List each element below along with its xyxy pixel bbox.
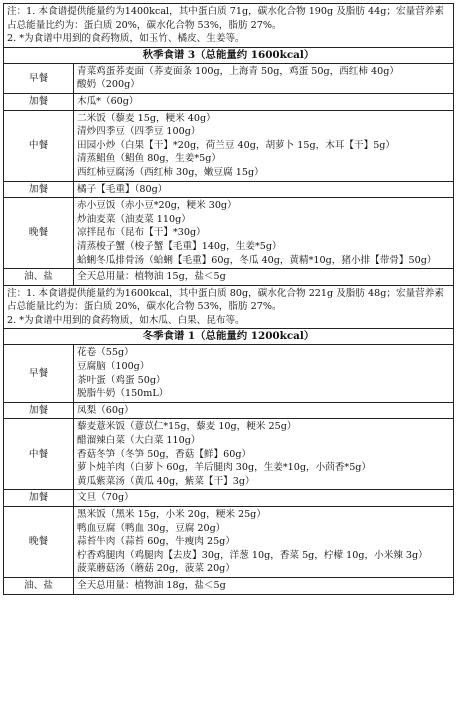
- meal-items: [74, 181, 454, 198]
- meal-item: 菠菜蘑菇汤（蘑菇 20g，菠菜 20g）: [77, 563, 235, 575]
- meal-label: 加餐: [4, 93, 74, 110]
- meal-item: 清炒四季豆（四季豆 100g）: [77, 126, 201, 138]
- meal-item: 木瓜*（60g）: [77, 95, 139, 107]
- meal-items: [74, 198, 454, 269]
- meal-item: 二米饭（藜麦 15g，粳米 40g）: [77, 112, 216, 124]
- meal-item: 萝卜炖羊肉（白萝卜 60g，羊后腿肉 30g，生姜*10g，小茴香*5g）: [77, 462, 372, 474]
- menu-title: 冬季食谱 1（总能量约 1200kcal）: [4, 329, 454, 345]
- menu-note: [4, 4, 454, 48]
- meal-row: [4, 507, 454, 578]
- meal-item: 脱脂牛奶（150mL）: [77, 388, 169, 400]
- meal-item: 蛤蜊冬瓜排骨汤（蛤蜊【毛重】60g，冬瓜 40g，黄精*10g，猪小排【带骨】50g）: [77, 254, 437, 266]
- meal-item: 青菜鸡蛋荞麦面（荞麦面条 100g，上海青 50g，鸡蛋 50g，西红柿 40g）: [77, 65, 399, 77]
- meal-items: [74, 577, 454, 594]
- meal-items: [74, 110, 454, 181]
- meal-item: 田园小炒（白果【干】*20g，荷兰豆 40g，胡萝卜 15g，木耳【干】5g）: [77, 139, 396, 151]
- meal-item: 文旦（70g）: [77, 492, 134, 504]
- meal-item: 茶叶蛋（鸡蛋 50g）: [77, 374, 166, 386]
- menu-title-row: [4, 329, 454, 345]
- meal-row: [4, 181, 454, 198]
- meal-row: [4, 402, 454, 419]
- meal-row: [4, 419, 454, 490]
- menu-title: 秋季食谱 3（总能量约 1600kcal）: [4, 47, 454, 63]
- note-line: 2. *为食谱中用到的食药物质，如玉竹、橘皮、生姜等。: [7, 33, 245, 45]
- meal-item: 花卷（55g）: [77, 347, 134, 359]
- meal-items: [74, 345, 454, 402]
- meal-row: [4, 93, 454, 110]
- meal-item: 赤小豆饭（赤小豆*20g，粳米 30g）: [77, 200, 237, 212]
- meal-row: [4, 63, 454, 93]
- meal-items: [74, 93, 454, 110]
- meal-label: 加餐: [4, 402, 74, 419]
- meal-item: 全天总用量：植物油 18g，盐＜5g: [77, 579, 226, 591]
- note-line: 注：1. 本食谱提供能量约为1400kcal，其中蛋白质 71g，碳水化合物 190g 及脂肪 44g；宏量营养素占总能量比约为：蛋白质 20%，碳水化合物 53%，脂肪 27%。: [7, 6, 444, 31]
- meal-item: 鸭血豆腐（鸭血 30g，豆腐 20g）: [77, 522, 226, 534]
- meal-item: 豆腐脑（100g）: [77, 361, 150, 373]
- meal-label: 中餐: [4, 419, 74, 490]
- meal-row: [4, 490, 454, 507]
- meal-label: 加餐: [4, 490, 74, 507]
- note-line: 2. *为食谱中用到的食药物质，如木瓜、白果、昆布等。: [7, 314, 245, 326]
- menu-title-row: [4, 47, 454, 63]
- meal-items: [74, 507, 454, 578]
- meal-item: 凤梨（60g）: [77, 404, 134, 416]
- meal-label: 早餐: [4, 345, 74, 402]
- meal-row: [4, 269, 454, 286]
- meal-item: 清蒸梭子蟹（梭子蟹【毛重】140g，生姜*5g）: [77, 240, 282, 252]
- meal-item: 西红柿豆腐汤（西红柿 30g，嫩豆腐 15g）: [77, 166, 264, 178]
- meal-item: 炒油麦菜（油麦菜 110g）: [77, 213, 191, 225]
- meal-row: [4, 198, 454, 269]
- meal-items: [74, 269, 454, 286]
- meal-item: 黄瓜紫菜汤（黄瓜 40g，紫菜【干】3g）: [77, 475, 255, 487]
- meal-item: 香菇冬笋（冬笋 50g，香菇【鲜】60g）: [77, 448, 252, 460]
- meal-item: 黑米饭（黑米 15g，小米 20g，粳米 25g）: [77, 509, 266, 520]
- meal-item: 凉拌昆布（昆布【干】*30g）: [77, 227, 206, 239]
- meal-item: 清蒸鲳鱼（鲳鱼 80g，生姜*5g）: [77, 153, 221, 165]
- recipe-document: [3, 3, 453, 595]
- meal-item: 全天总用量：植物油 15g，盐＜5g: [77, 271, 226, 283]
- meal-items: [74, 402, 454, 419]
- meal-label: 早餐: [4, 63, 74, 93]
- meal-item: 蒜苔牛肉（蒜苔 60g，牛瘦肉 25g）: [77, 536, 235, 548]
- meal-row: [4, 577, 454, 594]
- meal-row: [4, 345, 454, 402]
- meal-item: 柠香鸡腿肉（鸡腿肉【去皮】30g，洋葱 10g，香菜 5g，柠檬 10g，小米辣 3g）: [77, 549, 428, 561]
- meal-item: 藜麦薏米饭（薏苡仁*15g，藜麦 10g，粳米 25g）: [77, 421, 297, 433]
- meal-label: 晚餐: [4, 198, 74, 269]
- menu-table: [3, 3, 454, 595]
- menu-note: [4, 285, 454, 329]
- meal-label: 加餐: [4, 181, 74, 198]
- meal-label: 油、盐: [4, 577, 74, 594]
- meal-item: 酸奶（200g）: [77, 79, 140, 91]
- meal-items: [74, 419, 454, 490]
- note-row: [4, 4, 454, 48]
- note-line: 注：1. 本食谱提供能量约为1600kcal，其中蛋白质 80g，碳水化合物 221g 及脂肪 48g；宏量营养素占总能量比约为：蛋白质 20%，碳水化合物 53%，脂肪 27%。: [7, 287, 444, 313]
- meal-items: [74, 490, 454, 507]
- meal-item: 橘子【毛重】（80g）: [77, 183, 168, 195]
- note-row: [4, 285, 454, 329]
- meal-label: 晚餐: [4, 507, 74, 578]
- meal-label: 中餐: [4, 110, 74, 181]
- meal-label: 油、盐: [4, 269, 74, 286]
- meal-row: [4, 110, 454, 181]
- meal-item: 醋溜辣白菜（大白菜 110g）: [77, 435, 201, 447]
- meal-items: [74, 63, 454, 93]
